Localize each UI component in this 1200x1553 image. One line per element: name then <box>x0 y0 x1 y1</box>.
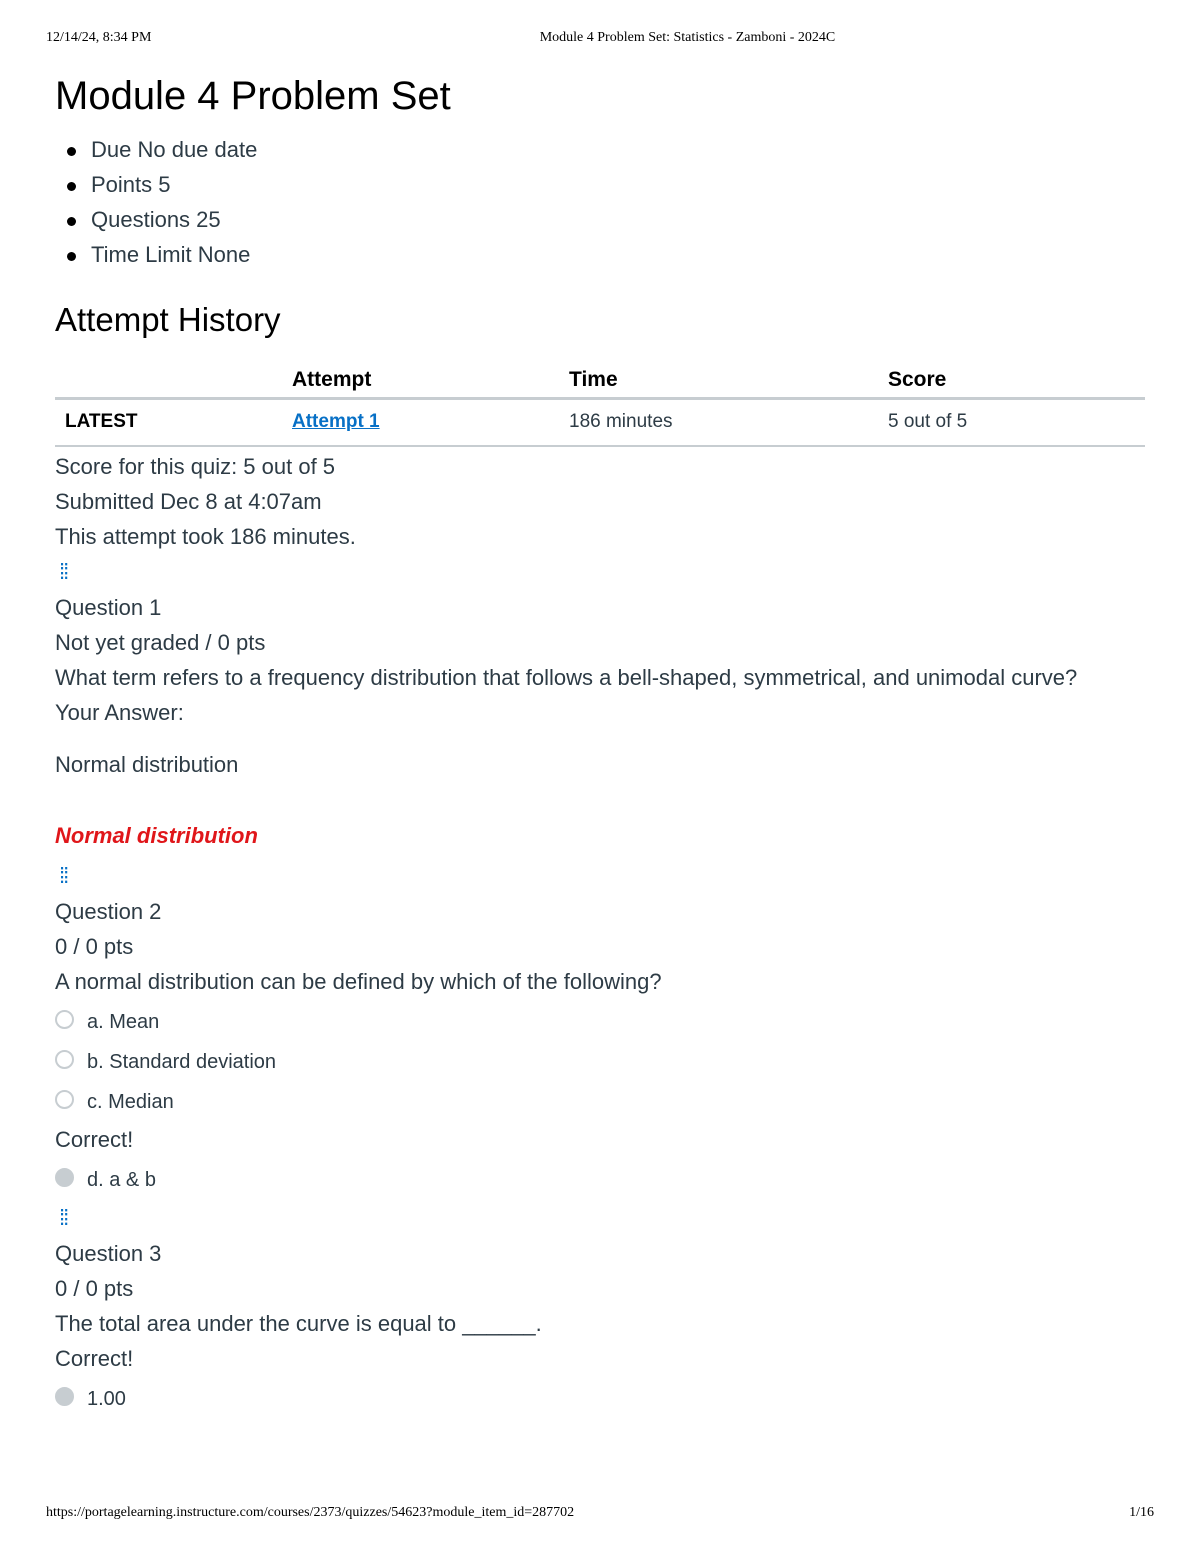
page-number: 1/16 <box>1129 1505 1154 1520</box>
answer-option-selected[interactable] <box>55 1160 1145 1200</box>
meta-questions: Questions 25 <box>67 202 1145 237</box>
answer-option-label: a. Mean <box>87 1010 160 1033</box>
attempt-link[interactable]: Attempt 1 <box>292 411 380 433</box>
attempt-score: 5 out of 5 <box>888 398 1145 446</box>
question-text: A normal distribution can be defined by which of the following? <box>55 969 662 994</box>
your-answer-label: Your Answer: <box>55 700 184 725</box>
meta-due: Due No due date <box>67 132 1145 167</box>
question-text: What term refers to a frequency distribution that follows a bell-shaped, symmetrical, and unimodal curve? <box>55 665 1078 690</box>
correct-label: Correct! <box>55 1127 134 1152</box>
question-points: Not yet graded / 0 pts <box>55 630 266 655</box>
question-3 <box>55 1200 1145 1419</box>
print-header <box>46 30 1154 50</box>
attempt-cell <box>292 398 569 446</box>
meta-points: Points 5 <box>67 167 1145 202</box>
answer-option[interactable] <box>55 1082 1145 1122</box>
radio-button-icon[interactable] <box>55 1050 74 1069</box>
attempt-history-table <box>55 364 1145 447</box>
your-answer-text: Normal distribution <box>55 752 239 777</box>
score-summary: Score for this quiz: 5 out of 5 <box>55 454 336 479</box>
radio-button-selected-icon[interactable] <box>55 1387 74 1406</box>
correct-label: Correct! <box>55 1346 134 1371</box>
radio-button-selected-icon[interactable] <box>55 1168 74 1187</box>
attempt-history-title: Attempt History <box>55 301 281 338</box>
column-header-status <box>55 364 292 398</box>
question-points: 0 / 0 pts <box>55 1276 134 1301</box>
attempt-duration: This attempt took 186 minutes. <box>55 524 356 549</box>
submitted-date: Submitted Dec 8 at 4:07am <box>55 489 322 514</box>
correct-answer-text: Normal distribution <box>55 823 258 848</box>
attempt-summary <box>55 449 1145 554</box>
drag-handle-icon[interactable]: ⁞⁞ <box>59 1205 68 1230</box>
answer-option[interactable] <box>55 1042 1145 1082</box>
answer-option[interactable] <box>55 1002 1145 1042</box>
answer-option-label: b. Standard deviation <box>87 1050 277 1073</box>
table-row <box>55 398 1145 446</box>
question-2 <box>55 858 1145 1200</box>
attempt-time: 186 minutes <box>569 398 888 446</box>
question-points: 0 / 0 pts <box>55 934 134 959</box>
column-header-time: Time <box>569 364 888 398</box>
question-title: Question 3 <box>55 1241 162 1266</box>
radio-button-icon[interactable] <box>55 1090 74 1109</box>
answer-option-label: 1.00 <box>87 1387 126 1410</box>
print-url: https://portagelearning.instructure.com/courses/2373/quizzes/54623?module_item_id=287702 <box>46 1505 575 1520</box>
print-date: 12/14/24, 8:34 PM <box>46 30 152 45</box>
answer-option-label: d. a & b <box>87 1168 156 1191</box>
drag-handle-icon[interactable]: ⁞⁞ <box>59 559 68 584</box>
question-text: The total area under the curve is equal to ______. <box>55 1311 542 1336</box>
print-footer <box>46 1505 1154 1525</box>
column-header-attempt: Attempt <box>292 364 569 398</box>
question-title: Question 1 <box>55 595 162 620</box>
attempt-status: LATEST <box>55 398 292 446</box>
drag-handle-icon[interactable]: ⁞⁞ <box>59 863 68 888</box>
page-title: Module 4 Problem Set <box>55 74 451 118</box>
answer-option-selected[interactable] <box>55 1379 1145 1419</box>
quiz-content <box>55 70 1145 1419</box>
question-title: Question 2 <box>55 899 162 924</box>
meta-time-limit: Time Limit None <box>67 237 1145 272</box>
answer-option-label: c. Median <box>87 1090 174 1113</box>
quiz-meta-list <box>67 132 1145 272</box>
print-doc-title: Module 4 Problem Set: Statistics - Zamboni - 2024C <box>539 30 836 45</box>
radio-button-icon[interactable] <box>55 1010 74 1029</box>
question-1 <box>55 554 1145 853</box>
column-header-score: Score <box>888 364 1145 398</box>
